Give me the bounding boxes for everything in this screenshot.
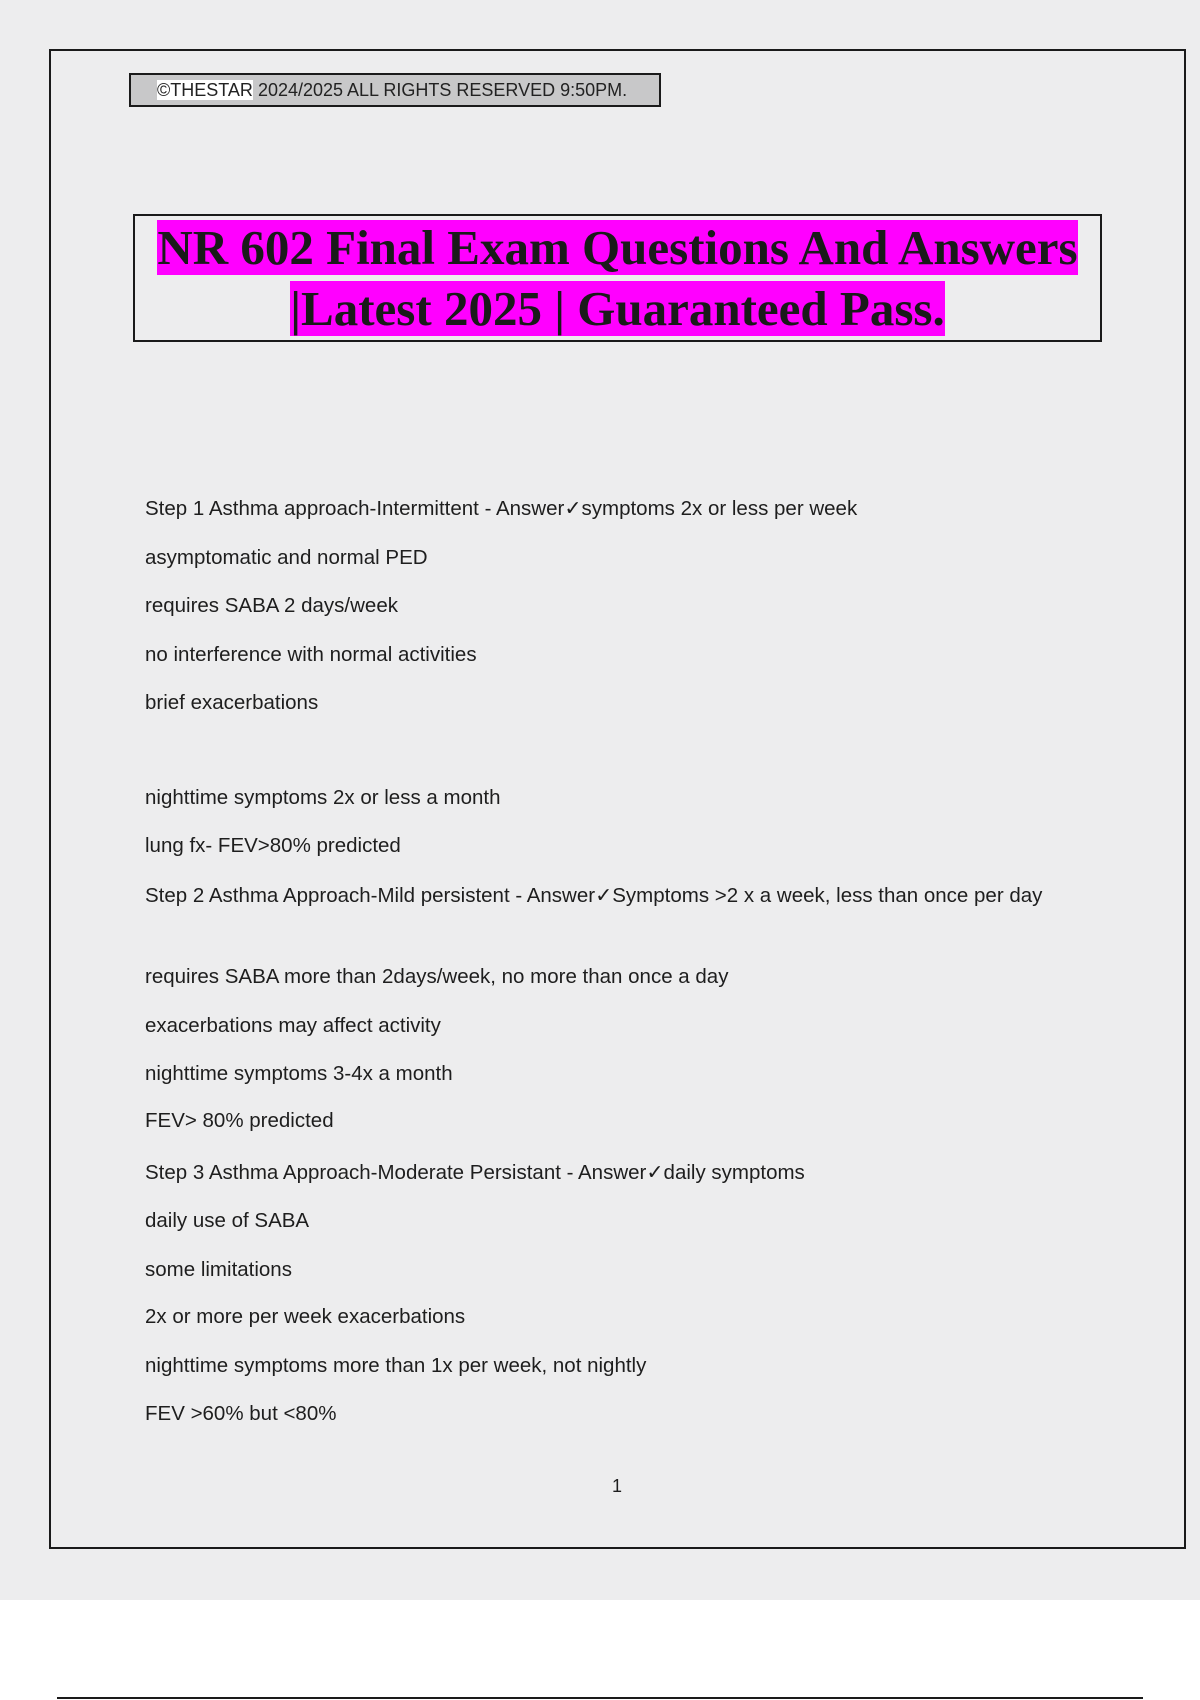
body-line: requires SABA more than 2days/week, no more than once a day <box>145 965 729 988</box>
body-line: FEV> 80% predicted <box>145 1109 334 1132</box>
title-line-2 <box>135 278 1100 339</box>
title-line-2-text: |Latest 2025 | Guaranteed Pass. <box>290 281 945 336</box>
body-line: nighttime symptoms more than 1x per week, not nightly <box>145 1354 647 1377</box>
body-line: Step 3 Asthma Approach-Moderate Persistant - Answer✓daily symptoms <box>145 1161 805 1184</box>
body-line: Step 2 Asthma Approach-Mild persistent - Answer✓Symptoms >2 x a week, less than once per day <box>145 884 1043 907</box>
body-line: nighttime symptoms 3-4x a month <box>145 1062 453 1085</box>
title-line-1-text: NR 602 Final Exam Questions And Answers <box>157 220 1078 275</box>
body-line: FEV >60% but <80% <box>145 1402 337 1425</box>
body-line: no interference with normal activities <box>145 643 477 666</box>
body-line: lung fx- FEV>80% predicted <box>145 834 401 857</box>
body-line: Step 1 Asthma approach-Intermittent - Answer✓symptoms 2x or less per week <box>145 497 858 520</box>
body-line: daily use of SABA <box>145 1209 310 1232</box>
copyright-name: ©THESTAR <box>157 80 253 100</box>
title-line-1 <box>135 217 1100 278</box>
page-number: 1 <box>611 1476 622 1496</box>
copyright-text: 2024/2025 ALL RIGHTS RESERVED 9:50PM. <box>252 80 628 100</box>
body-line: some limitations <box>145 1258 292 1281</box>
body-line: asymptomatic and normal PED <box>145 546 428 569</box>
copyright-header <box>129 73 661 107</box>
body-line: requires SABA 2 days/week <box>145 594 398 617</box>
next-page-divider <box>57 1697 1143 1699</box>
body-line: nighttime symptoms 2x or less a month <box>145 786 501 809</box>
body-line: brief exacerbations <box>145 691 319 714</box>
document-title-box <box>133 214 1102 342</box>
body-line: 2x or more per week exacerbations <box>145 1305 466 1328</box>
body-line: exacerbations may affect activity <box>145 1014 441 1037</box>
